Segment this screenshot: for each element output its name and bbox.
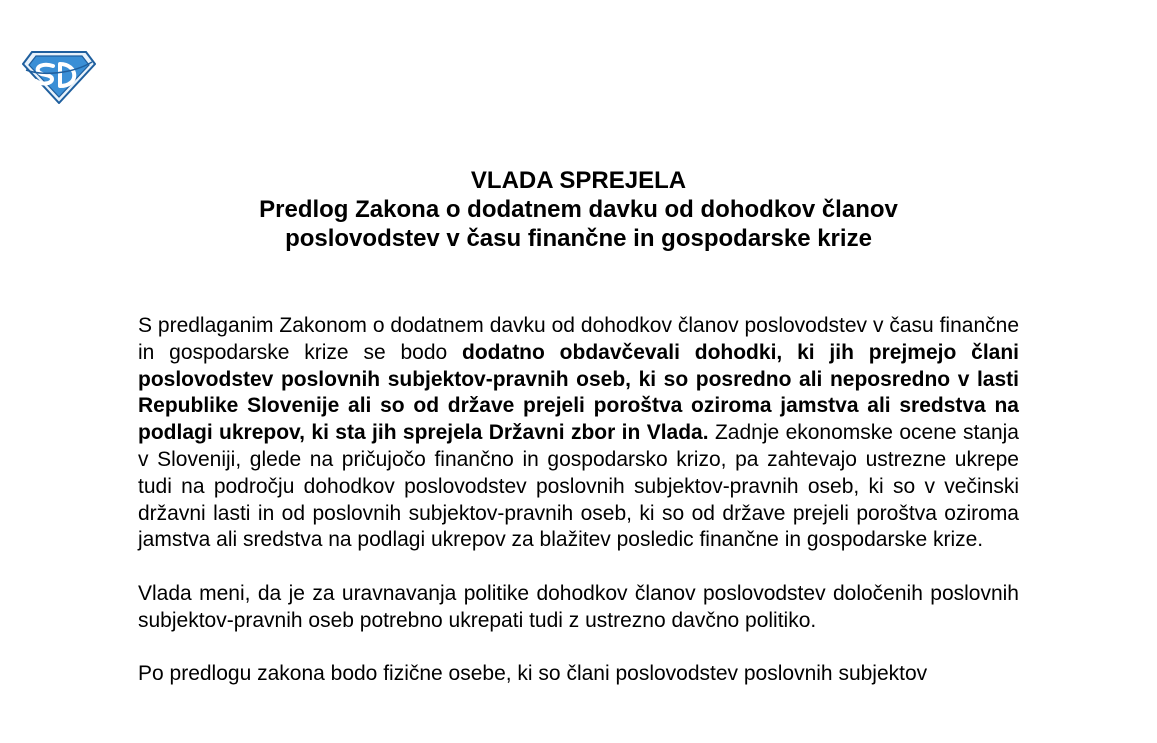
document-body (138, 313, 1019, 715)
paragraph-3: Po predlogu zakona bodo fizične osebe, ki so člani poslovodstev poslovnih subjektov (138, 662, 928, 686)
sd-logo (22, 50, 96, 104)
title-line-2: Predlog Zakona o dodatnem davku od dohodkov članov (259, 196, 898, 223)
paragraph-1-bold: dodatno obdavčevali dohodki, ki jih prejmejo člani poslovodstev poslovnih subjektov-pravnih oseb, ki so posredno ali neposredno v lasti Republike Slovenije ali so od države prejeli poroštva oziroma jamstva ali sredstva na podlagi ukrepov, ki sta jih sprejela Državni zbor in Vlada. (138, 340, 1019, 445)
paragraph-1-rest: Zadnje ekonomske ocene stanja v Sloveniji, glede na pričujočo finančno in gospodarsko krizo, pa zahtevajo ustrezne ukrepe tudi na področju dohodkov poslovodstev poslovnih subjektov-pravnih oseb, ki so v večinski državni lasti in od poslovnih subjektov-pravnih oseb, ki so od države prejeli poroštva oziroma jamstva ali sredstva na podlagi ukrepov za blažitev posledic finančne in gospodarske krize. (138, 421, 1019, 552)
document-title (0, 166, 1157, 253)
paragraph-1 (138, 313, 1019, 554)
title-line-1: VLADA SPREJELA (470, 167, 687, 194)
paragraph-2: Vlada meni, da je za uravnavanja politike dohodkov članov poslovodstev določenih poslovnih subjektov-pravnih oseb potrebno ukrepati tudi z ustrezno davčno politiko. (138, 581, 1019, 632)
title-line-3: poslovodstev v času finančne in gospodarske krize (285, 225, 872, 252)
paragraph-1-intro: S predlaganim Zakonom o dodatnem davku od dohodkov članov poslovodstev v času finančne in gospodarske krize se bodo (138, 314, 1019, 364)
